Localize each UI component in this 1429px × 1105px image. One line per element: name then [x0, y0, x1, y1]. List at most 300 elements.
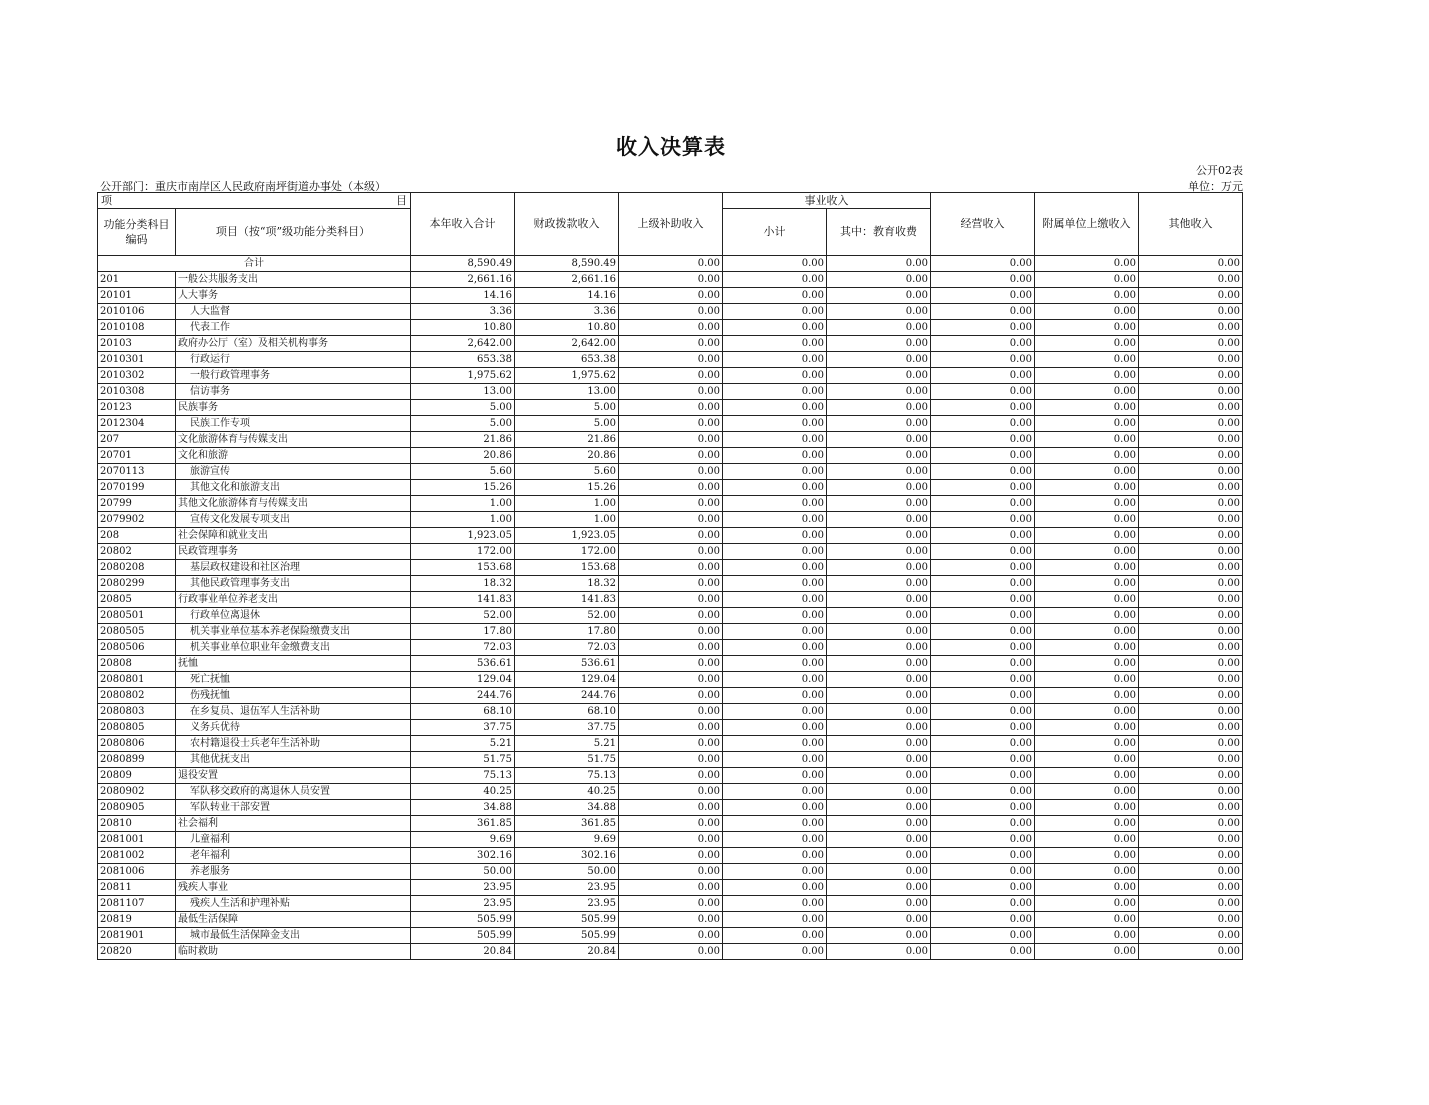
operating-income-cell: 0.00: [931, 352, 1035, 368]
table-row: [98, 944, 1243, 960]
affiliated-income-cell: 0.00: [1035, 800, 1139, 816]
affiliated-income-cell: 0.00: [1035, 496, 1139, 512]
edu-fee-cell: 0.00: [827, 432, 931, 448]
header-edu: 其中：教育收费: [827, 209, 931, 256]
operating-income-cell: 0.00: [931, 384, 1035, 400]
operating-income-cell: 0.00: [931, 576, 1035, 592]
affiliated-income-cell: 0.00: [1035, 928, 1139, 944]
table-row: [98, 320, 1243, 336]
code-cell: 20809: [98, 768, 176, 784]
affiliated-income-cell: 0.00: [1035, 944, 1139, 960]
operating-income-cell: 0.00: [931, 944, 1035, 960]
edu-fee-cell: 0.00: [827, 320, 931, 336]
other-income-cell: 0.00: [1139, 736, 1243, 752]
affiliated-income-cell: 0.00: [1035, 384, 1139, 400]
table-row: [98, 272, 1243, 288]
other-income-cell: 0.00: [1139, 784, 1243, 800]
other-income-cell: 0.00: [1139, 544, 1243, 560]
income-table: [97, 192, 1243, 960]
edu-fee-cell: 0.00: [827, 528, 931, 544]
name-cell: 一般行政管理事务: [176, 368, 411, 384]
fiscal-income-cell: 17.80: [515, 624, 619, 640]
total-income-cell: 10.80: [411, 320, 515, 336]
fiscal-income-cell: 51.75: [515, 752, 619, 768]
affiliated-income-cell: 0.00: [1035, 608, 1139, 624]
page-title: 收入决算表: [616, 135, 726, 159]
superior-income-cell: 0.00: [619, 800, 723, 816]
affiliated-income-cell: 0.00: [1035, 352, 1139, 368]
operating-income-cell: 0.00: [931, 592, 1035, 608]
table-row: [98, 848, 1243, 864]
header-name: 项目（按“项”级功能分类科目）: [176, 209, 411, 256]
code-cell: 20808: [98, 656, 176, 672]
affiliated-income-cell: 0.00: [1035, 704, 1139, 720]
business-subtotal-cell: 0.00: [723, 800, 827, 816]
fiscal-income-cell: 129.04: [515, 672, 619, 688]
affiliated-income-cell: 0.00: [1035, 480, 1139, 496]
total-income-cell: 23.95: [411, 880, 515, 896]
operating-income-cell: 0.00: [931, 704, 1035, 720]
header-item-cell: [98, 193, 411, 209]
total-income-cell: 536.61: [411, 656, 515, 672]
fiscal-income-cell: 23.95: [515, 880, 619, 896]
table-row: [98, 512, 1243, 528]
affiliated-income-cell: 0.00: [1035, 592, 1139, 608]
fiscal-income-cell: 1.00: [515, 512, 619, 528]
name-cell: 人大事务: [176, 288, 411, 304]
affiliated-income-cell: 0.00: [1035, 752, 1139, 768]
fiscal-income-cell: 244.76: [515, 688, 619, 704]
superior-income-cell: 0.00: [619, 832, 723, 848]
other-income-cell: 0.00: [1139, 416, 1243, 432]
header-superior: 上级补助收入: [619, 193, 723, 256]
other-income-cell: 0.00: [1139, 288, 1243, 304]
table-row: [98, 496, 1243, 512]
total-cell: 0.00: [723, 256, 827, 272]
fiscal-income-cell: 68.10: [515, 704, 619, 720]
business-subtotal-cell: 0.00: [723, 720, 827, 736]
total-income-cell: 5.00: [411, 416, 515, 432]
business-subtotal-cell: 0.00: [723, 752, 827, 768]
total-income-cell: 34.88: [411, 800, 515, 816]
header-subtotal: 小计: [723, 209, 827, 256]
table-row: [98, 688, 1243, 704]
edu-fee-cell: 0.00: [827, 816, 931, 832]
other-income-cell: 0.00: [1139, 560, 1243, 576]
other-income-cell: 0.00: [1139, 576, 1243, 592]
table-row: [98, 816, 1243, 832]
other-income-cell: 0.00: [1139, 528, 1243, 544]
operating-income-cell: 0.00: [931, 448, 1035, 464]
other-income-cell: 0.00: [1139, 624, 1243, 640]
table-row: [98, 528, 1243, 544]
edu-fee-cell: 0.00: [827, 304, 931, 320]
fiscal-income-cell: 5.21: [515, 736, 619, 752]
affiliated-income-cell: 0.00: [1035, 688, 1139, 704]
edu-fee-cell: 0.00: [827, 848, 931, 864]
affiliated-income-cell: 0.00: [1035, 640, 1139, 656]
edu-fee-cell: 0.00: [827, 944, 931, 960]
code-cell: 2012304: [98, 416, 176, 432]
fiscal-income-cell: 13.00: [515, 384, 619, 400]
table-row: [98, 896, 1243, 912]
business-subtotal-cell: 0.00: [723, 912, 827, 928]
header-affiliated: 附属单位上缴收入: [1035, 193, 1139, 256]
business-subtotal-cell: 0.00: [723, 288, 827, 304]
operating-income-cell: 0.00: [931, 288, 1035, 304]
affiliated-income-cell: 0.00: [1035, 544, 1139, 560]
other-income-cell: 0.00: [1139, 864, 1243, 880]
operating-income-cell: 0.00: [931, 736, 1035, 752]
superior-income-cell: 0.00: [619, 864, 723, 880]
affiliated-income-cell: 0.00: [1035, 304, 1139, 320]
name-cell: 义务兵优待: [176, 720, 411, 736]
total-income-cell: 141.83: [411, 592, 515, 608]
operating-income-cell: 0.00: [931, 480, 1035, 496]
operating-income-cell: 0.00: [931, 816, 1035, 832]
superior-income-cell: 0.00: [619, 272, 723, 288]
edu-fee-cell: 0.00: [827, 864, 931, 880]
total-income-cell: 153.68: [411, 560, 515, 576]
total-income-cell: 17.80: [411, 624, 515, 640]
name-cell: 文化和旅游: [176, 448, 411, 464]
total-income-cell: 50.00: [411, 864, 515, 880]
name-cell: 行政运行: [176, 352, 411, 368]
affiliated-income-cell: 0.00: [1035, 464, 1139, 480]
total-row: [98, 256, 1243, 272]
other-income-cell: 0.00: [1139, 384, 1243, 400]
total-income-cell: 14.16: [411, 288, 515, 304]
code-cell: 20811: [98, 880, 176, 896]
table-row: [98, 928, 1243, 944]
total-cell: 0.00: [1139, 256, 1243, 272]
table-row: [98, 384, 1243, 400]
table-row: [98, 592, 1243, 608]
total-cell: 0.00: [827, 256, 931, 272]
superior-income-cell: 0.00: [619, 640, 723, 656]
other-income-cell: 0.00: [1139, 880, 1243, 896]
code-cell: 208: [98, 528, 176, 544]
total-income-cell: 302.16: [411, 848, 515, 864]
operating-income-cell: 0.00: [931, 688, 1035, 704]
other-income-cell: 0.00: [1139, 848, 1243, 864]
business-subtotal-cell: 0.00: [723, 736, 827, 752]
operating-income-cell: 0.00: [931, 512, 1035, 528]
table-row: [98, 752, 1243, 768]
business-subtotal-cell: 0.00: [723, 656, 827, 672]
business-subtotal-cell: 0.00: [723, 560, 827, 576]
total-income-cell: 20.84: [411, 944, 515, 960]
name-cell: 机关事业单位职业年金缴费支出: [176, 640, 411, 656]
business-subtotal-cell: 0.00: [723, 848, 827, 864]
code-cell: 2080501: [98, 608, 176, 624]
fiscal-income-cell: 23.95: [515, 896, 619, 912]
other-income-cell: 0.00: [1139, 272, 1243, 288]
operating-income-cell: 0.00: [931, 304, 1035, 320]
edu-fee-cell: 0.00: [827, 400, 931, 416]
other-income-cell: 0.00: [1139, 704, 1243, 720]
header-total: 本年收入合计: [411, 193, 515, 256]
fiscal-income-cell: 653.38: [515, 352, 619, 368]
operating-income-cell: 0.00: [931, 416, 1035, 432]
superior-income-cell: 0.00: [619, 432, 723, 448]
operating-income-cell: 0.00: [931, 432, 1035, 448]
superior-income-cell: 0.00: [619, 560, 723, 576]
business-subtotal-cell: 0.00: [723, 864, 827, 880]
fiscal-income-cell: 21.86: [515, 432, 619, 448]
code-cell: 207: [98, 432, 176, 448]
code-cell: 20810: [98, 816, 176, 832]
fiscal-income-cell: 20.86: [515, 448, 619, 464]
business-subtotal-cell: 0.00: [723, 512, 827, 528]
header-other: 其他收入: [1139, 193, 1243, 256]
business-subtotal-cell: 0.00: [723, 272, 827, 288]
edu-fee-cell: 0.00: [827, 560, 931, 576]
table-row: [98, 464, 1243, 480]
affiliated-income-cell: 0.00: [1035, 672, 1139, 688]
table-row: [98, 400, 1243, 416]
edu-fee-cell: 0.00: [827, 880, 931, 896]
superior-income-cell: 0.00: [619, 896, 723, 912]
superior-income-cell: 0.00: [619, 320, 723, 336]
name-cell: 最低生活保障: [176, 912, 411, 928]
edu-fee-cell: 0.00: [827, 768, 931, 784]
total-income-cell: 3.36: [411, 304, 515, 320]
name-cell: 文化旅游体育与传媒支出: [176, 432, 411, 448]
table-row: [98, 720, 1243, 736]
affiliated-income-cell: 0.00: [1035, 768, 1139, 784]
operating-income-cell: 0.00: [931, 768, 1035, 784]
fiscal-income-cell: 20.84: [515, 944, 619, 960]
code-cell: 2080505: [98, 624, 176, 640]
fiscal-income-cell: 5.00: [515, 400, 619, 416]
other-income-cell: 0.00: [1139, 400, 1243, 416]
fiscal-income-cell: 5.00: [515, 416, 619, 432]
code-cell: 2081001: [98, 832, 176, 848]
affiliated-income-cell: 0.00: [1035, 720, 1139, 736]
superior-income-cell: 0.00: [619, 928, 723, 944]
business-subtotal-cell: 0.00: [723, 368, 827, 384]
affiliated-income-cell: 0.00: [1035, 880, 1139, 896]
table-row: [98, 672, 1243, 688]
total-cell: 0.00: [931, 256, 1035, 272]
name-cell: 残疾人事业: [176, 880, 411, 896]
table-row: [98, 448, 1243, 464]
table-row: [98, 912, 1243, 928]
superior-income-cell: 0.00: [619, 848, 723, 864]
edu-fee-cell: 0.00: [827, 688, 931, 704]
superior-income-cell: 0.00: [619, 416, 723, 432]
superior-income-cell: 0.00: [619, 400, 723, 416]
code-cell: 20799: [98, 496, 176, 512]
superior-income-cell: 0.00: [619, 688, 723, 704]
code-cell: 20103: [98, 336, 176, 352]
edu-fee-cell: 0.00: [827, 656, 931, 672]
total-income-cell: 9.69: [411, 832, 515, 848]
code-cell: 20819: [98, 912, 176, 928]
name-cell: 民政管理事务: [176, 544, 411, 560]
business-subtotal-cell: 0.00: [723, 384, 827, 400]
edu-fee-cell: 0.00: [827, 544, 931, 560]
table-row: [98, 864, 1243, 880]
fiscal-income-cell: 141.83: [515, 592, 619, 608]
fiscal-income-cell: 2,642.00: [515, 336, 619, 352]
edu-fee-cell: 0.00: [827, 832, 931, 848]
edu-fee-cell: 0.00: [827, 576, 931, 592]
superior-income-cell: 0.00: [619, 784, 723, 800]
total-income-cell: 5.60: [411, 464, 515, 480]
edu-fee-cell: 0.00: [827, 416, 931, 432]
affiliated-income-cell: 0.00: [1035, 432, 1139, 448]
table-row: [98, 800, 1243, 816]
edu-fee-cell: 0.00: [827, 464, 931, 480]
code-cell: 2080899: [98, 752, 176, 768]
affiliated-income-cell: 0.00: [1035, 448, 1139, 464]
operating-income-cell: 0.00: [931, 864, 1035, 880]
operating-income-cell: 0.00: [931, 784, 1035, 800]
affiliated-income-cell: 0.00: [1035, 336, 1139, 352]
business-subtotal-cell: 0.00: [723, 896, 827, 912]
total-income-cell: 13.00: [411, 384, 515, 400]
other-income-cell: 0.00: [1139, 816, 1243, 832]
name-cell: 旅游宣传: [176, 464, 411, 480]
edu-fee-cell: 0.00: [827, 512, 931, 528]
table-row: [98, 352, 1243, 368]
business-subtotal-cell: 0.00: [723, 640, 827, 656]
total-income-cell: 2,642.00: [411, 336, 515, 352]
fiscal-income-cell: 5.60: [515, 464, 619, 480]
name-cell: 军队转业干部安置: [176, 800, 411, 816]
business-subtotal-cell: 0.00: [723, 320, 827, 336]
fiscal-income-cell: 37.75: [515, 720, 619, 736]
business-subtotal-cell: 0.00: [723, 608, 827, 624]
other-income-cell: 0.00: [1139, 512, 1243, 528]
fiscal-income-cell: 153.68: [515, 560, 619, 576]
affiliated-income-cell: 0.00: [1035, 320, 1139, 336]
business-subtotal-cell: 0.00: [723, 496, 827, 512]
table-row: [98, 304, 1243, 320]
total-income-cell: 505.99: [411, 912, 515, 928]
total-income-cell: 20.86: [411, 448, 515, 464]
table-row: [98, 880, 1243, 896]
operating-income-cell: 0.00: [931, 608, 1035, 624]
edu-fee-cell: 0.00: [827, 496, 931, 512]
superior-income-cell: 0.00: [619, 448, 723, 464]
affiliated-income-cell: 0.00: [1035, 368, 1139, 384]
superior-income-cell: 0.00: [619, 752, 723, 768]
business-subtotal-cell: 0.00: [723, 688, 827, 704]
affiliated-income-cell: 0.00: [1035, 288, 1139, 304]
name-cell: 政府办公厅（室）及相关机构事务: [176, 336, 411, 352]
total-income-cell: 52.00: [411, 608, 515, 624]
table-row: [98, 416, 1243, 432]
other-income-cell: 0.00: [1139, 720, 1243, 736]
total-income-cell: 18.32: [411, 576, 515, 592]
business-subtotal-cell: 0.00: [723, 624, 827, 640]
business-subtotal-cell: 0.00: [723, 352, 827, 368]
fiscal-income-cell: 172.00: [515, 544, 619, 560]
superior-income-cell: 0.00: [619, 880, 723, 896]
other-income-cell: 0.00: [1139, 304, 1243, 320]
table-row: [98, 432, 1243, 448]
edu-fee-cell: 0.00: [827, 272, 931, 288]
edu-fee-cell: 0.00: [827, 672, 931, 688]
table-row: [98, 608, 1243, 624]
edu-fee-cell: 0.00: [827, 800, 931, 816]
business-subtotal-cell: 0.00: [723, 832, 827, 848]
superior-income-cell: 0.00: [619, 576, 723, 592]
superior-income-cell: 0.00: [619, 528, 723, 544]
operating-income-cell: 0.00: [931, 896, 1035, 912]
header-item-left: 项: [101, 193, 112, 207]
name-cell: 抚恤: [176, 656, 411, 672]
superior-income-cell: 0.00: [619, 512, 723, 528]
affiliated-income-cell: 0.00: [1035, 624, 1139, 640]
operating-income-cell: 0.00: [931, 672, 1035, 688]
affiliated-income-cell: 0.00: [1035, 848, 1139, 864]
affiliated-income-cell: 0.00: [1035, 656, 1139, 672]
operating-income-cell: 0.00: [931, 544, 1035, 560]
other-income-cell: 0.00: [1139, 768, 1243, 784]
fiscal-income-cell: 2,661.16: [515, 272, 619, 288]
edu-fee-cell: 0.00: [827, 784, 931, 800]
form-number: 公开02表: [1196, 164, 1243, 177]
superior-income-cell: 0.00: [619, 544, 723, 560]
other-income-cell: 0.00: [1139, 912, 1243, 928]
table-row: [98, 640, 1243, 656]
fiscal-income-cell: 75.13: [515, 768, 619, 784]
name-cell: 宣传文化发展专项支出: [176, 512, 411, 528]
superior-income-cell: 0.00: [619, 480, 723, 496]
fiscal-income-cell: 9.69: [515, 832, 619, 848]
operating-income-cell: 0.00: [931, 560, 1035, 576]
total-income-cell: 5.21: [411, 736, 515, 752]
total-income-cell: 505.99: [411, 928, 515, 944]
edu-fee-cell: 0.00: [827, 640, 931, 656]
fiscal-income-cell: 505.99: [515, 928, 619, 944]
total-income-cell: 21.86: [411, 432, 515, 448]
affiliated-income-cell: 0.00: [1035, 832, 1139, 848]
fiscal-income-cell: 15.26: [515, 480, 619, 496]
edu-fee-cell: 0.00: [827, 352, 931, 368]
other-income-cell: 0.00: [1139, 640, 1243, 656]
name-cell: 行政单位离退休: [176, 608, 411, 624]
total-cell: 8,590.49: [515, 256, 619, 272]
total-income-cell: 40.25: [411, 784, 515, 800]
name-cell: 社会福利: [176, 816, 411, 832]
code-cell: 2080803: [98, 704, 176, 720]
total-income-cell: 37.75: [411, 720, 515, 736]
operating-income-cell: 0.00: [931, 400, 1035, 416]
business-subtotal-cell: 0.00: [723, 528, 827, 544]
name-cell: 其他民政管理事务支出: [176, 576, 411, 592]
total-income-cell: 172.00: [411, 544, 515, 560]
code-cell: 20101: [98, 288, 176, 304]
other-income-cell: 0.00: [1139, 592, 1243, 608]
name-cell: 一般公共服务支出: [176, 272, 411, 288]
fiscal-income-cell: 72.03: [515, 640, 619, 656]
edu-fee-cell: 0.00: [827, 624, 931, 640]
code-cell: 2070199: [98, 480, 176, 496]
fiscal-income-cell: 52.00: [515, 608, 619, 624]
name-cell: 其他文化旅游体育与传媒支出: [176, 496, 411, 512]
other-income-cell: 0.00: [1139, 832, 1243, 848]
table-row: [98, 288, 1243, 304]
name-cell: 老年福利: [176, 848, 411, 864]
name-cell: 人大监督: [176, 304, 411, 320]
operating-income-cell: 0.00: [931, 272, 1035, 288]
superior-income-cell: 0.00: [619, 656, 723, 672]
